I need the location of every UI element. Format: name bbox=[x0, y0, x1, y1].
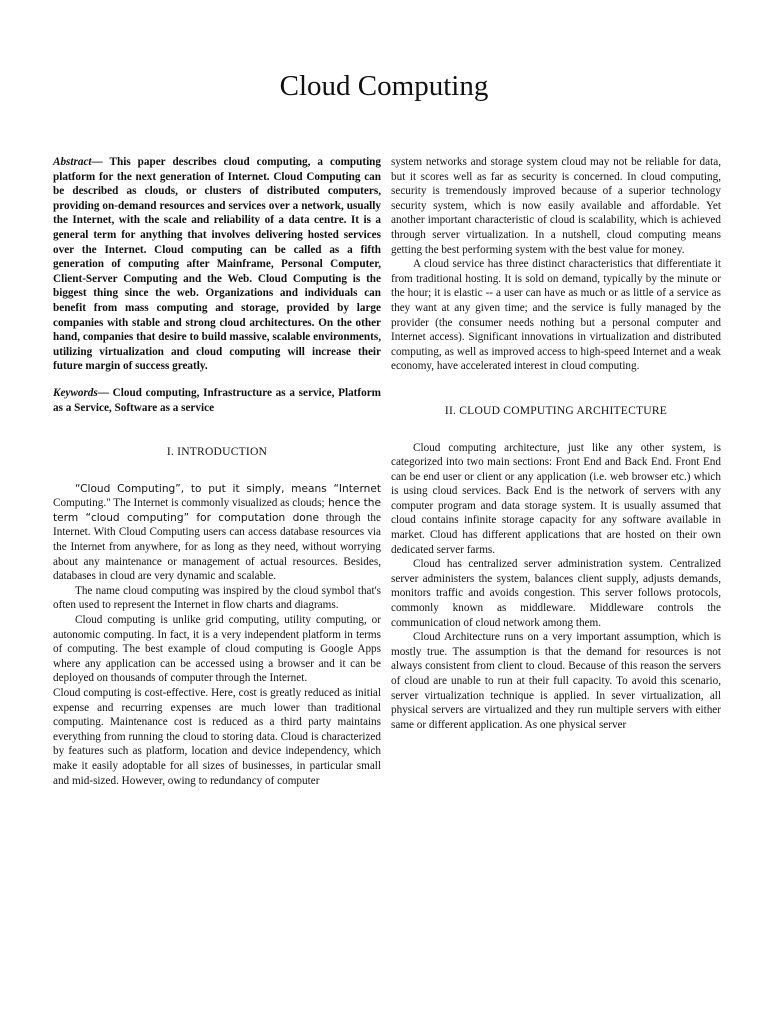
intro-paragraph-2: The name cloud computing was inspired by the cloud symbol that's often used to represent the Internet in flow charts and diagrams. bbox=[53, 584, 381, 612]
architecture-paragraph-3: Cloud Architecture runs on a very important assumption, which is mostly true. The assumption is that the demand for resources is not always consistent from client to cloud. Because of this reason the servers of cloud are unable to run at their full capacity. To avoid this scenario, server virtualization technique is applied. In sever virtualization, all physical servers are virtualized and they run multiple servers with either same or different application. As one physical server bbox=[391, 631, 721, 731]
intro-p1-b: through the Internet. With Cloud Computing users can access database resources via the Internet from anywhere, for as long as they need, without worrying about any maintenance or management of actual resources. Besides, databases in cloud are very dynamic and scalable. bbox=[53, 511, 381, 583]
keywords-lead: Keywords— bbox=[53, 386, 109, 399]
intro-paragraph-4: Cloud computing is cost-effective. Here, cost is greatly reduced as initial expense and recurring expenses are much lower than traditional computing. Maintenance cost is reduced as a third party maintains everything from running the cloud to storing data. Cloud is characterized by features such as platform, location and device independency, which make it easily adoptable for all sizes of businesses, in particular small and mid-sized. However, owing to redundancy of computer bbox=[53, 687, 381, 787]
intro-paragraph-3: Cloud computing is unlike grid computing, utility computing, or autonomic computing. In fact, it is a very independent platform in terms of computing. The best example of cloud computing is Google Apps where any application can be accessed using a browser and it can be deployed on thousands of computer through the Internet. bbox=[53, 614, 381, 685]
section-heading-introduction: I. INTRODUCTION bbox=[166, 445, 268, 459]
abstract bbox=[53, 155, 381, 374]
left-column bbox=[53, 155, 381, 788]
section-heading-architecture: II. CLOUD COMPUTING ARCHITECTURE bbox=[444, 403, 668, 417]
abstract-text: This paper describes cloud computing, a computing platform for the next generation of Internet. Cloud Computing can be described as clouds, or clusters of distributed computers, providing on-demand resources and services over a network, usually the Internet, with the scale and reliability of a data centre. It is a general term for anything that involves delivering hosted services over the Internet. Cloud computing can be called as a fifth generation of computing after Mainframe, Personal Computer, Client-Server Computing and the Web. Cloud Computing is the biggest thing since the web. Organizations and individuals can benefit from mass computing and storage, provided by large companies with stable and strong cloud architectures. On the other hand, companies that desire to build massive, scalable environments, utilizing virtualization and cloud computing will increase their future margin of success greatly. bbox=[53, 156, 381, 373]
intro-paragraph-1 bbox=[53, 482, 381, 584]
continued-paragraph: system networks and storage system cloud may not be reliable for data, but it scores well as far as security is concerned. In cloud computing, security is tremendously improved because of a superior technology security system, which is now easily available and affordable. Yet another important characteristic of cloud is scalability, which is achieved through server virtualization. In a nutshell, cloud computing means getting the best performing system with the best value for money. bbox=[391, 156, 721, 256]
cloud-service-paragraph: A cloud service has three distinct characteristics that differentiate it from traditional hosting. It is sold on demand, typically by the minute or the hour; it is elastic -- a user can have as much or as little of a service as they want at any given time; and the service is fully managed by the provider (the consumer needs nothing but a personal computer and Internet access). Significant innovations in virtualization and distributed computing, as well as improved access to high-speed Internet and a weak economy, have accelerated interest in cloud computing. bbox=[391, 258, 721, 373]
keywords bbox=[53, 386, 381, 415]
architecture-paragraph-1: Cloud computing architecture, just like any other system, is categorized into two main sections: Front End and Back End. Front End can be end user or client or any application (i.e. web browser etc.) which is using cloud services. Back End is the network of servers with any computer program and data storage system. It is usually assumed that cloud contains infinite storage capacity for any software available in market. Cloud has different applications that are hosted on their own dedicated server farms. bbox=[391, 441, 721, 556]
intro-p1-sans: “Cloud Computing”, to put it simply, means “Internet bbox=[75, 482, 381, 495]
intro-p1-a: Computing." The Internet is commonly visualized as clouds; bbox=[53, 497, 325, 510]
keywords-text: Cloud computing, Infrastructure as a service, Platform as a Service, Software as a service bbox=[53, 386, 381, 414]
intro-p1-sans2: hence the term “cloud computing” for computation done bbox=[53, 497, 381, 524]
paper-title: Cloud Computing bbox=[279, 70, 489, 102]
right-column bbox=[391, 155, 721, 732]
architecture-paragraph-2: Cloud has centralized server administration system. Centralized server administers the system, balances client supply, adjusts demands, monitors traffic and avoids congestion. This server follows protocols, commonly known as middleware. Middleware controls the communication of cloud network among them. bbox=[391, 558, 721, 629]
abstract-lead: Abstract— bbox=[53, 156, 103, 168]
